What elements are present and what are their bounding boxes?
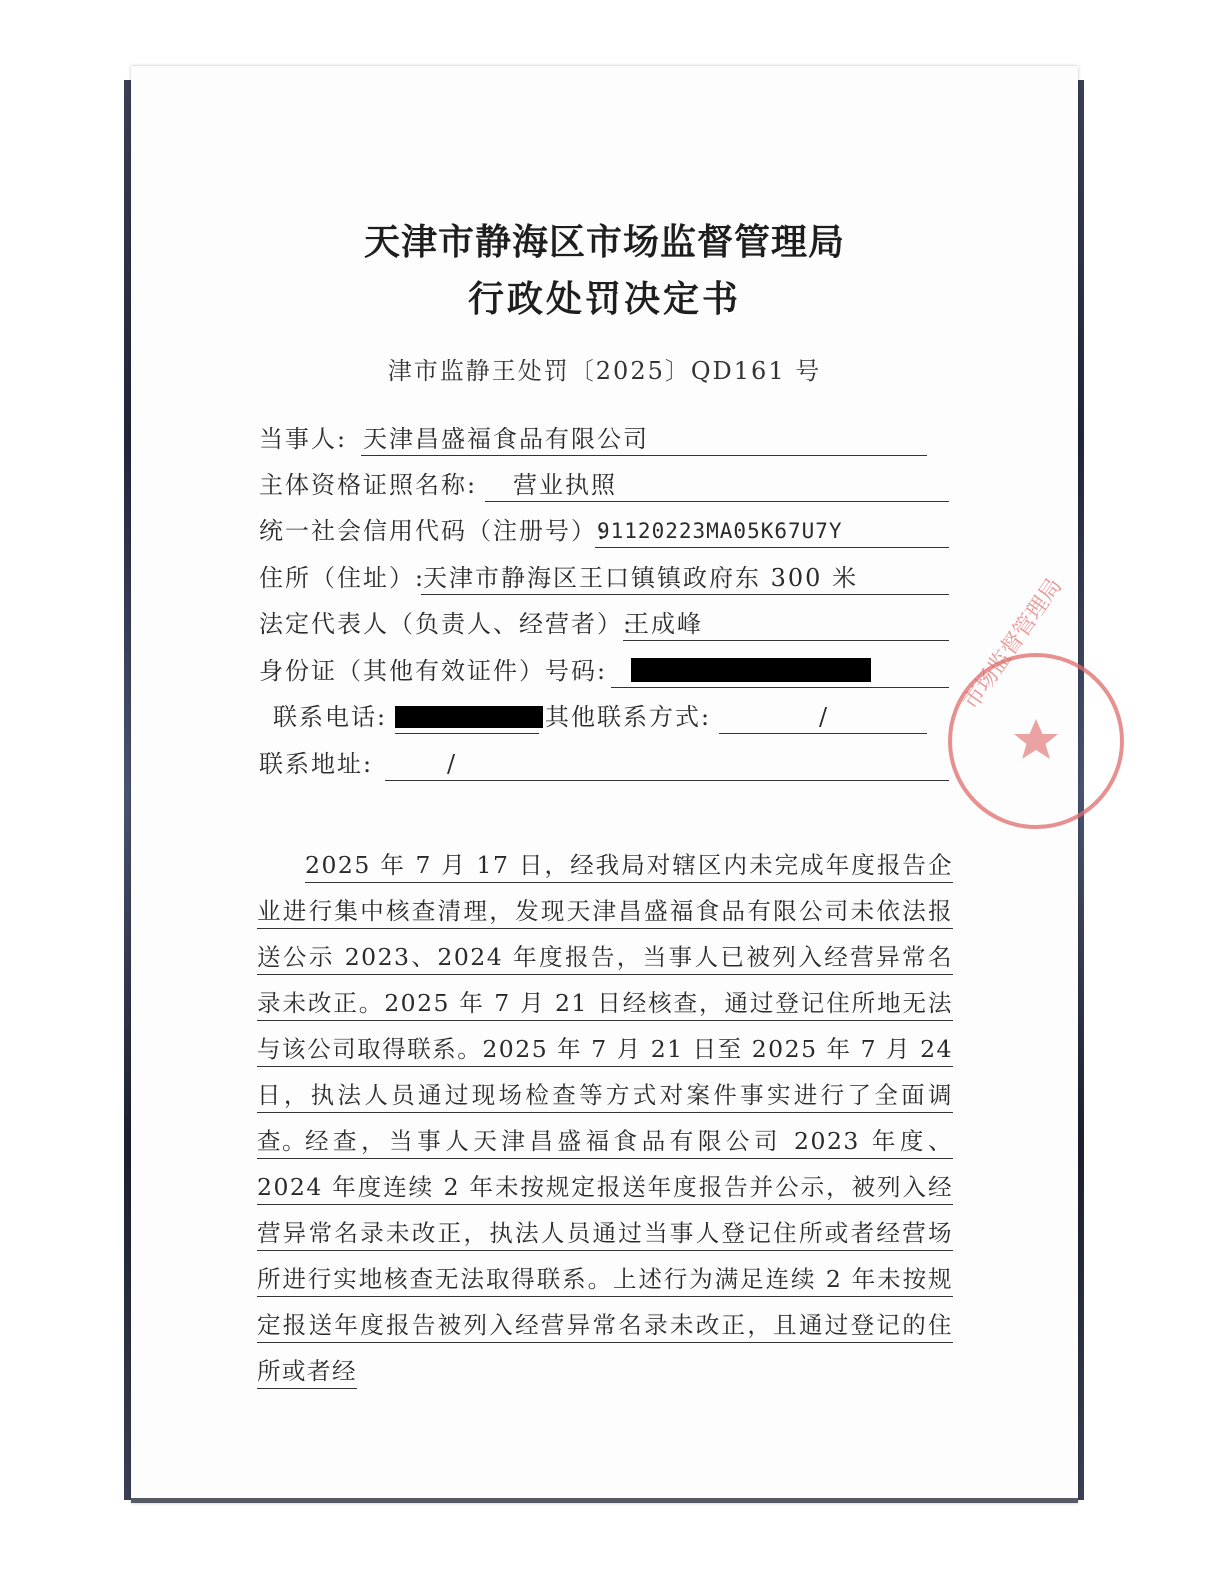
document-number: 津市监静王处罚〔2025〕QD161 号 [387, 357, 822, 385]
contact-address-value: / [385, 747, 949, 781]
address-value: 天津市静海区王口镇镇政府东 300 米 [421, 561, 949, 595]
phone-label: 联系电话: [273, 703, 388, 731]
legal-rep-value: 王成峰 [623, 607, 949, 641]
paragraph-2-text: 经查，当事人天津昌盛福食品有限公司 2023 年度、2024 年度连续 2 年未按规定报送年度报告并公示，被列入经营异常名录未改正，执法人员通过当事人登记住所或者经营场所进行实地核查无法取得联系。上述行为满足连续 2 年未按规定报送年度报告被列入经营异常名录未改正，且通过登记的住所或者经 [257, 1127, 953, 1389]
address-label: 住所（住址）: [259, 564, 426, 592]
field-phone [273, 700, 830, 734]
field-license [259, 468, 617, 502]
official-seal [931, 573, 1081, 831]
document-title-type: 行政处罚决定书 [467, 278, 741, 320]
contact-address-label: 联系地址: [259, 750, 374, 778]
body-paragraph-2 [257, 1118, 953, 1394]
field-id-number [259, 654, 607, 688]
body-paragraph-1 [257, 842, 953, 1164]
credit-code-value: 91120223MA05K67U7Y [595, 514, 949, 548]
field-address [259, 561, 859, 595]
paragraph-1-text: 2025 年 7 月 17 日，经我局对辖区内未完成年度报告企业进行集中核查清理，发现天津昌盛福食品有限公司未依法报送公示 2023、2024 年度报告，当事人已被列入经营异常名录未改正。2025 年 7 月 21 日经核查，通过登记住所地无法与该公司取得联系。2025 年 7 月 21 日至 2025 年 7 月 24 日，执法人员通过现场检查等方式对案件事实进行了全面调查。 [257, 851, 953, 1159]
party-name-label: 当事人: [259, 425, 348, 453]
field-legal-rep [259, 607, 703, 641]
phone-redaction [395, 706, 543, 728]
other-contact-value: / [719, 700, 927, 734]
party-name-value: 天津昌盛福食品有限公司 [361, 422, 927, 456]
document-page [131, 66, 1078, 1503]
document-title-agency: 天津市静海区市场监督管理局 [363, 221, 845, 263]
seal-text: 市场监督管理局 [957, 573, 1067, 714]
legal-rep-label: 法定代表人（负责人、经营者）: [259, 610, 634, 638]
id-number-redaction [631, 658, 871, 682]
field-contact-address [259, 747, 458, 781]
field-party-name [259, 422, 649, 456]
id-number-label: 身份证（其他有效证件）号码: [259, 657, 608, 685]
credit-code-label: 统一社会信用代码（注册号）: [259, 517, 608, 545]
other-contact-label: 其他联系方式: [545, 703, 712, 731]
license-label: 主体资格证照名称: [259, 471, 478, 499]
license-value: 营业执照 [485, 468, 949, 502]
field-credit-code [259, 514, 843, 548]
